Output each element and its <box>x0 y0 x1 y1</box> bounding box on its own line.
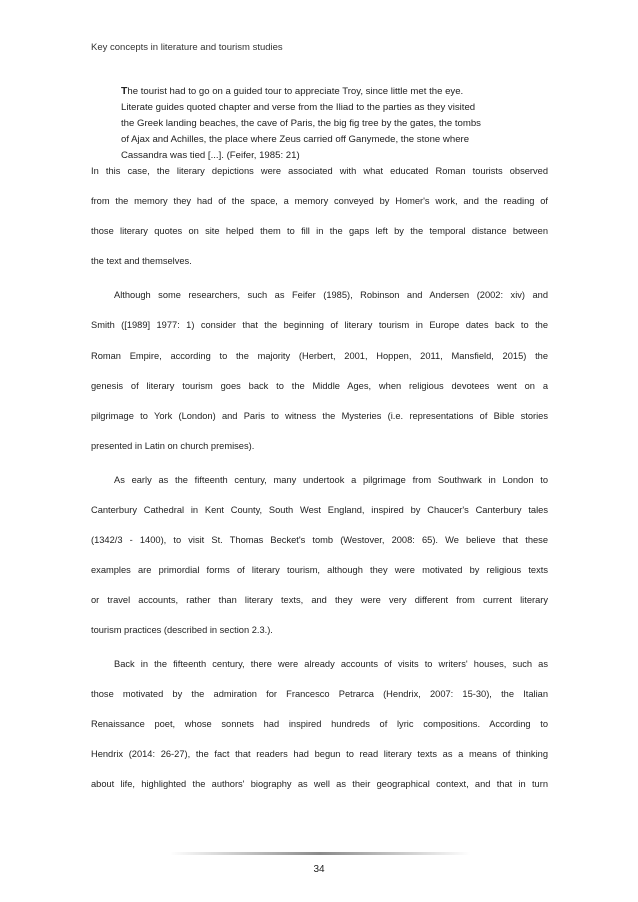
paragraph-3 <box>114 475 548 486</box>
paragraph-2-line-3 <box>91 351 548 362</box>
paragraph-3-line-5 <box>91 595 548 606</box>
paragraph-line: Back in the fifteenth century, there were already accounts of visits to writers' houses, such as <box>114 659 548 669</box>
paragraph-line: examples are primordial forms of literary tourism, although they were motivated by religious texts <box>91 565 548 575</box>
quote-line <box>121 83 531 100</box>
paragraph-3-line-6 <box>91 625 548 636</box>
paragraph-1 <box>91 166 548 177</box>
quote-line: Cassandra was tied [...]. (Feifer, 1985: 21) <box>121 150 300 161</box>
paragraph-1-line-3 <box>91 226 548 237</box>
paragraph-line: Smith ([1989] 1977: 1) consider that the beginning of literary tourism in Europe dates back to the <box>91 320 548 330</box>
quote-line-text: he tourist had to go on a guided tour to appreciate Troy, since little met the eye. <box>127 86 464 97</box>
paragraph-line: (1342/3 - 1400), to visit St. Thomas Becket's tomb (Westover, 2008: 65). We believe that these <box>91 535 548 545</box>
paragraph-4-line-5 <box>91 779 548 790</box>
quote-line: of Ajax and Achilles, the place where Zeus carried off Ganymede, the stone where <box>121 134 470 145</box>
paragraph-line: pilgrimage to York (London) and Paris to witness the Mysteries (i.e. representations of Bible stories <box>91 411 548 421</box>
paragraph-line: from the memory they had of the space, a memory conveyed by Homer's work, and the reading of <box>91 196 548 206</box>
paragraph-line: presented in Latin on church premises). <box>91 441 255 451</box>
quote-line: Literate guides quoted chapter and verse from the Iliad to the parties as they visited <box>121 102 476 113</box>
paragraph-3-line-4 <box>91 565 548 576</box>
paragraph-4-line-3 <box>91 719 548 730</box>
paragraph-line: Canterbury Cathedral in Kent County, South West England, inspired by Chaucer's Canterbury tales <box>91 505 548 515</box>
paragraph-4-line-2 <box>91 689 548 700</box>
paragraph-line: about life, highlighted the authors' biography as well as their geographical context, and that in turn <box>91 779 548 789</box>
page-number: 34 <box>313 864 325 875</box>
paragraph-2 <box>114 290 548 301</box>
paragraph-2-line-2 <box>91 320 548 331</box>
paragraph-line: Hendrix (2014: 26-27), the fact that readers had begun to read literary texts as a means of thinking <box>91 749 548 759</box>
block-quote <box>121 83 531 164</box>
paragraph-line: tourism practices (described in section 2.3.). <box>91 625 273 635</box>
paragraph-line: Although some researchers, such as Feifer (1985), Robinson and Andersen (2002: xiv) and <box>114 290 548 300</box>
paragraph-2-line-4 <box>91 381 548 392</box>
quote-line: the Greek landing beaches, the cave of Paris, the big fig tree by the gates, the tombs <box>121 118 481 129</box>
paragraph-2-line-6 <box>91 441 548 452</box>
paragraph-4-line-4 <box>91 749 548 760</box>
paragraph-line: those literary quotes on site helped them to fill in the gaps left by the temporal distance between <box>91 226 548 236</box>
paragraph-line: Roman Empire, according to the majority (Herbert, 2001, Hoppen, 2011, Mansfield, 2015) the <box>91 351 548 361</box>
paragraph-line: As early as the fifteenth century, many undertook a pilgrimage from Southwark in London to <box>114 475 548 485</box>
paragraph-2-line-5 <box>91 411 548 422</box>
paragraph-line: In this case, the literary depictions were associated with what educated Roman tourists observed <box>91 166 548 176</box>
paragraph-line: the text and themselves. <box>91 256 192 266</box>
paragraph-3-line-3 <box>91 535 548 546</box>
paragraph-1-line-2 <box>91 196 548 207</box>
paragraph-line: those motivated by the admiration for Francesco Petrarca (Hendrix, 2007: 15-30), the Italian <box>91 689 548 699</box>
running-header: Key concepts in literature and tourism studies <box>91 42 283 53</box>
paragraph-4 <box>114 659 548 670</box>
paragraph-line: Renaissance poet, whose sonnets had inspired hundreds of lyric compositions. According to <box>91 719 548 729</box>
paragraph-line: or travel accounts, rather than literary texts, and they were very different from current literary <box>91 595 548 605</box>
drop-initial: T <box>121 85 128 97</box>
paragraph-1-line-4 <box>91 256 548 267</box>
paragraph-line: genesis of literary tourism goes back to the Middle Ages, when religious devotees went on a <box>91 381 548 391</box>
paragraph-3-line-2 <box>91 505 548 516</box>
footer-divider <box>170 852 470 855</box>
